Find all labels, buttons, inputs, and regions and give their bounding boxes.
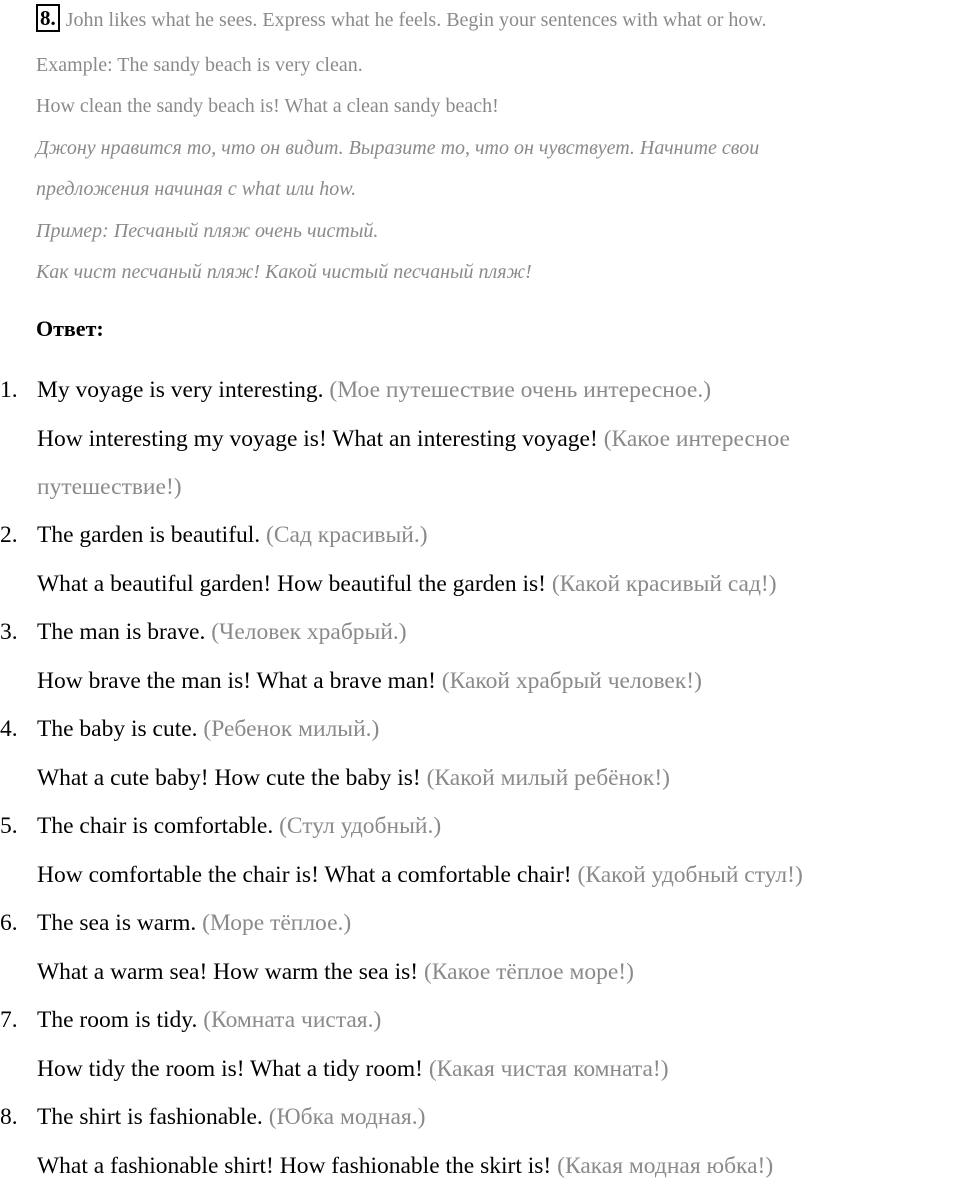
answer-exclamation-row: [37, 1142, 773, 1190]
answer-sentence-translation: (Юбка модная.): [269, 1104, 426, 1130]
answer-exclamation-row: [37, 851, 803, 900]
answer-number: 1.: [0, 366, 28, 415]
answer-sentence-translation: (Стул удобный.): [279, 813, 441, 839]
answer-sentence-row: [37, 705, 379, 754]
answer-exclamation: How brave the man is! What a brave man!: [37, 668, 436, 694]
answer-sentence: The man is brave.: [37, 619, 205, 645]
example-en: Example: The sandy beach is very clean.: [36, 50, 363, 80]
answer-number: 3.: [0, 608, 28, 657]
answer-exclamation-row: [37, 657, 702, 706]
answer-sentence: The garden is beautiful.: [37, 522, 260, 548]
answer-exclamation-translation: (Какой храбрый человек!): [442, 668, 702, 694]
example-answer-en: How clean the sandy beach is! What a clean sandy beach!: [36, 91, 499, 121]
answer-exclamation-row: [37, 754, 670, 803]
answer-number: 4.: [0, 705, 28, 754]
answer-sentence-translation: (Сад красивый.): [266, 522, 428, 548]
answer-exclamation-translation: (Какой милый ребёнок!): [427, 765, 670, 791]
example-ru: Пример: Песчаный пляж очень чистый.: [36, 216, 378, 246]
task-instruction-en: John likes what he sees. Express what he feels. Begin your sentences with what or how.: [66, 9, 767, 31]
answer-sentence-row: [37, 996, 381, 1045]
answer-exclamation-translation: (Какая модная юбка!): [557, 1153, 773, 1179]
answer-label: Ответ:: [36, 314, 104, 344]
answer-exclamation: How interesting my voyage is! What an interesting voyage!: [37, 426, 598, 452]
task-header: [36, 4, 960, 35]
answer-exclamation-row: [37, 948, 634, 997]
answer-exclamation-translation: (Какое интересное: [604, 426, 790, 452]
answer-exclamation: What a fashionable shirt! How fashionable the skirt is!: [37, 1153, 551, 1179]
answer-exclamation-row: [37, 560, 777, 609]
answer-sentence-translation: (Мое путешествие очень интересное.): [329, 377, 711, 403]
answer-sentence: My voyage is very interesting.: [37, 377, 324, 403]
answer-number: 7.: [0, 996, 28, 1045]
answer-sentence-translation: (Море тёплое.): [202, 910, 351, 936]
answer-sentence-row: [37, 608, 407, 657]
answer-exclamation-row: [37, 1045, 669, 1094]
answer-exclamation-translation: (Какая чистая комната!): [429, 1056, 669, 1082]
answer-sentence-row: [37, 1093, 425, 1142]
answer-exclamation: What a warm sea! How warm the sea is!: [37, 959, 418, 985]
answer-exclamation-translation: (Какое тёплое море!): [424, 959, 634, 985]
answer-sentence-row: [37, 802, 441, 851]
answer-exclamation: How comfortable the chair is! What a comfortable chair!: [37, 862, 572, 888]
answer-exclamation: What a beautiful garden! How beautiful the garden is!: [37, 571, 546, 597]
answer-exclamation-row: [37, 415, 790, 464]
instruction-ru-line-2: предложения начиная с what или how.: [36, 174, 356, 204]
answer-sentence-translation: (Человек храбрый.): [211, 619, 406, 645]
answer-exclamation-translation-cont: путешествие!): [37, 474, 182, 500]
answer-number: 5.: [0, 802, 28, 851]
answer-exclamation-translation: (Какой красивый сад!): [552, 571, 777, 597]
answer-sentence: The baby is cute.: [37, 716, 198, 742]
answer-number: 6.: [0, 899, 28, 948]
answer-exclamation: What a cute baby! How cute the baby is!: [37, 765, 421, 791]
answer-sentence: The chair is comfortable.: [37, 813, 273, 839]
answer-exclamation: How tidy the room is! What a tidy room!: [37, 1056, 423, 1082]
example-answer-ru: Как чист песчаный пляж! Какой чистый песчаный пляж!: [36, 257, 532, 287]
answer-sentence-translation: (Ребенок милый.): [203, 716, 379, 742]
answer-sentence: The room is tidy.: [37, 1007, 197, 1033]
answer-sentence-row: [37, 366, 711, 415]
answer-number: 2.: [0, 511, 28, 560]
answer-exclamation-translation: (Какой удобный стул!): [578, 862, 803, 888]
answer-sentence: The shirt is fashionable.: [37, 1104, 263, 1130]
answer-number: 8.: [0, 1093, 28, 1142]
answer-sentence: The sea is warm.: [37, 910, 196, 936]
answer-sentence-row: [37, 511, 428, 560]
answer-sentence-translation: (Комната чистая.): [203, 1007, 381, 1033]
instruction-ru-line-1: Джону нравится то, что он видит. Выразите то, что он чувствует. Начните свои: [36, 133, 759, 163]
task-number-badge: 8.: [36, 4, 60, 32]
answer-exclamation-row-cont: [37, 463, 182, 512]
answer-sentence-row: [37, 899, 351, 948]
